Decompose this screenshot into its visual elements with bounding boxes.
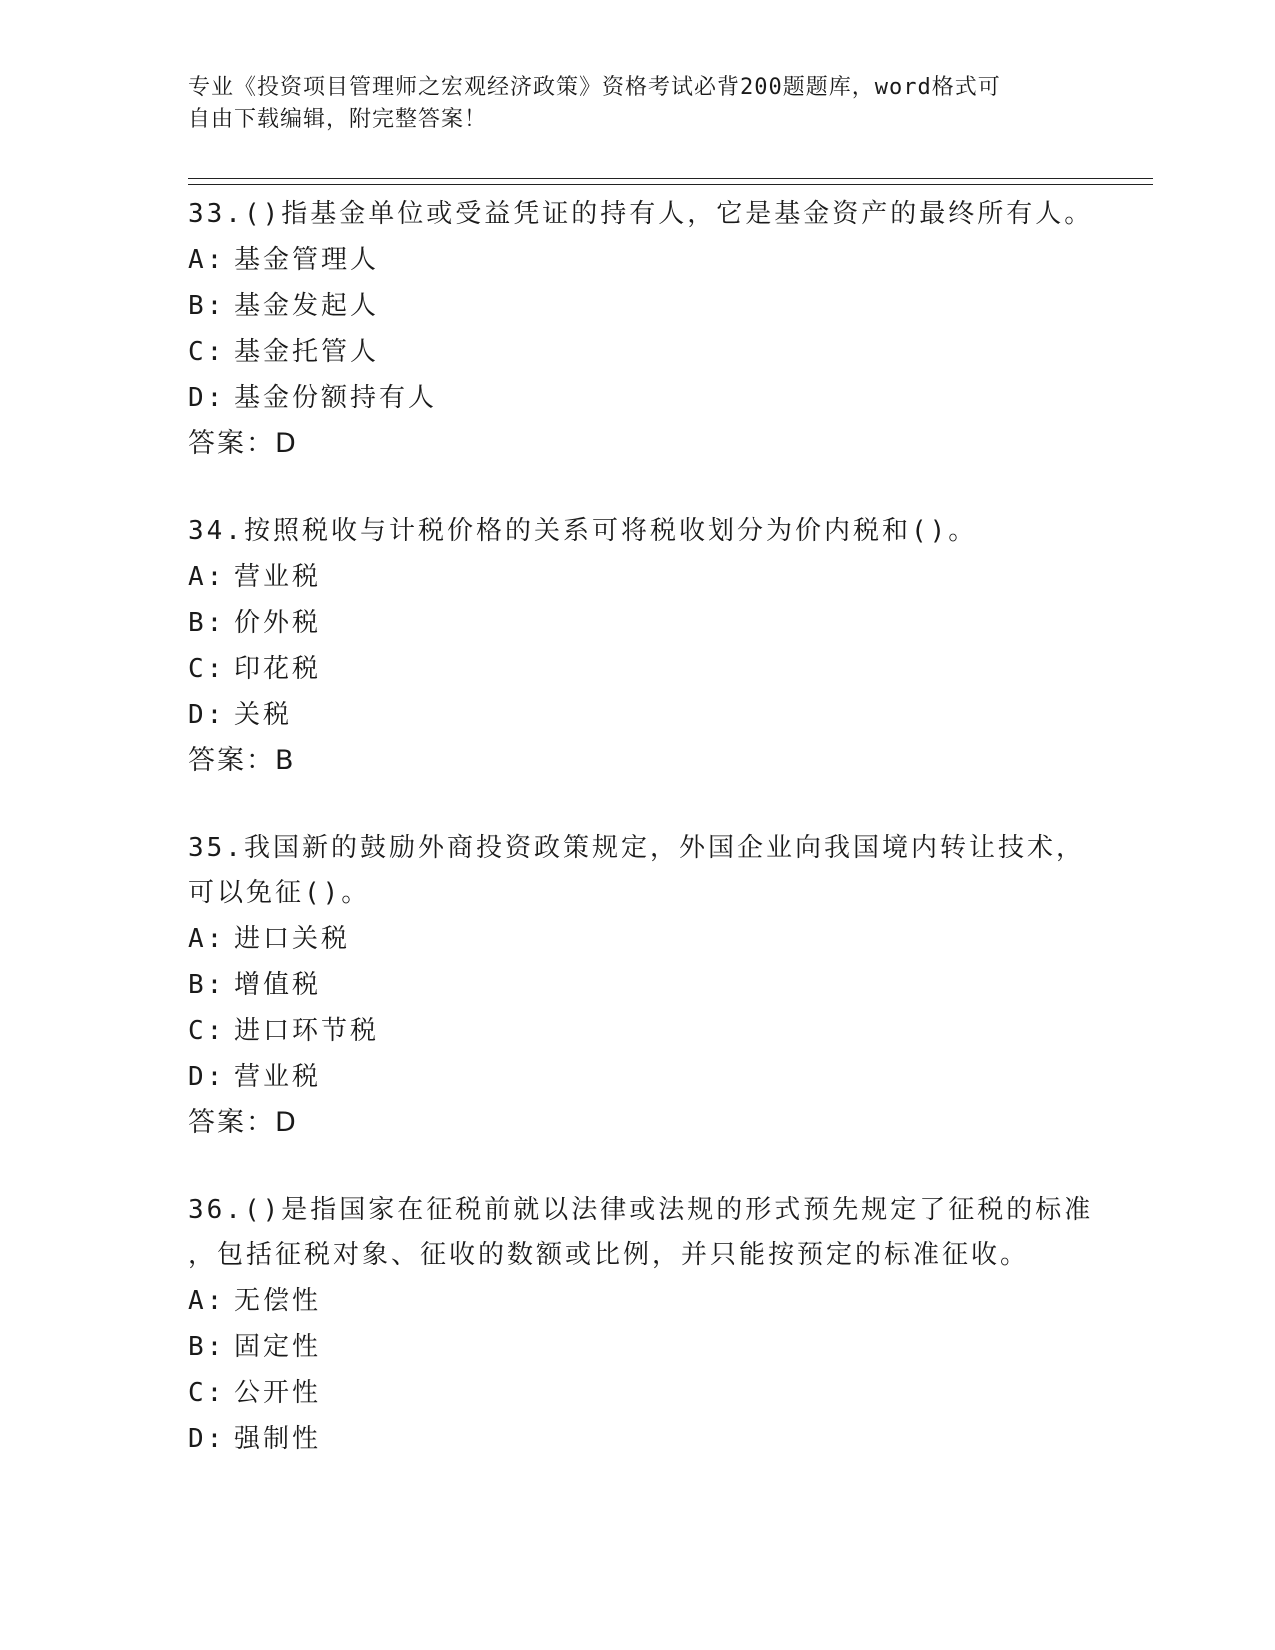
option-text: 基金发起人 bbox=[234, 291, 380, 321]
option-key: D: bbox=[188, 383, 226, 413]
answer-option bbox=[188, 1324, 1088, 1370]
option-key: B: bbox=[188, 291, 226, 321]
answer-option bbox=[188, 329, 1088, 375]
option-key: B: bbox=[188, 608, 226, 638]
answer-option bbox=[188, 283, 1088, 329]
option-key: B: bbox=[188, 970, 226, 1000]
answer-option bbox=[188, 962, 1088, 1008]
question-stem-line: ，包括征税对象、征收的数额或比例，并只能按预定的标准征收。 bbox=[188, 1240, 1030, 1270]
answer-line: 答案：D bbox=[188, 1107, 298, 1138]
question-stem-line: 可以免征()。 bbox=[188, 878, 371, 908]
answer-option bbox=[188, 1278, 1088, 1324]
option-text: 强制性 bbox=[234, 1424, 322, 1454]
question-stem-line: 35.我国新的鼓励外商投资政策规定，外国企业向我国境内转让技术， bbox=[188, 833, 1085, 863]
header-line-1: 专业《投资项目管理师之宏观经济政策》资格考试必背200题题库，word格式可 bbox=[188, 75, 1001, 100]
option-text: 基金管理人 bbox=[234, 245, 380, 275]
answer-option bbox=[188, 554, 1088, 600]
header-divider-top bbox=[188, 178, 1153, 179]
answer-option bbox=[188, 646, 1088, 692]
option-key: A: bbox=[188, 924, 226, 954]
answer-option bbox=[188, 1370, 1088, 1416]
option-key: B: bbox=[188, 1332, 226, 1362]
option-key: C: bbox=[188, 1016, 226, 1046]
option-text: 进口环节税 bbox=[234, 1016, 380, 1046]
header-divider-bottom bbox=[188, 184, 1153, 185]
question-stem bbox=[188, 192, 1094, 237]
option-key: A: bbox=[188, 245, 226, 275]
option-key: D: bbox=[188, 1424, 226, 1454]
question-stem-line: 33.()指基金单位或受益凭证的持有人，它是基金资产的最终所有人。 bbox=[188, 199, 1094, 229]
option-text: 营业税 bbox=[234, 1062, 322, 1092]
question-stem bbox=[188, 826, 1088, 916]
option-key: C: bbox=[188, 337, 226, 367]
answer-option bbox=[188, 375, 1088, 421]
option-text: 印花税 bbox=[234, 654, 322, 684]
answer-option bbox=[188, 916, 1088, 962]
header-line-2: 自由下载编辑，附完整答案！ bbox=[188, 107, 488, 132]
question-block bbox=[188, 1188, 1094, 1462]
document-header bbox=[188, 72, 1068, 136]
question-block bbox=[188, 192, 1094, 467]
option-key: C: bbox=[188, 654, 226, 684]
question-spacer bbox=[188, 1146, 1088, 1188]
option-text: 增值税 bbox=[234, 970, 322, 1000]
option-text: 固定性 bbox=[234, 1332, 322, 1362]
option-text: 基金份额持有人 bbox=[234, 383, 438, 413]
question-stem bbox=[188, 1188, 1094, 1278]
option-text: 公开性 bbox=[234, 1378, 322, 1408]
option-text: 无偿性 bbox=[234, 1286, 322, 1316]
question-stem-line: 36.()是指国家在征税前就以法律或法规的形式预先规定了征税的标准 bbox=[188, 1195, 1094, 1225]
question-list bbox=[188, 192, 1094, 1462]
option-key: C: bbox=[188, 1378, 226, 1408]
option-key: A: bbox=[188, 1286, 226, 1316]
answer-option bbox=[188, 600, 1088, 646]
answer-option bbox=[188, 237, 1088, 283]
answer-option bbox=[188, 1416, 1088, 1462]
question-stem bbox=[188, 509, 1088, 554]
question-spacer bbox=[188, 467, 1088, 509]
answer-option bbox=[188, 1054, 1088, 1100]
option-key: D: bbox=[188, 700, 226, 730]
question-block bbox=[188, 509, 1088, 784]
answer-option bbox=[188, 1008, 1088, 1054]
option-text: 基金托管人 bbox=[234, 337, 380, 367]
option-text: 营业税 bbox=[234, 562, 322, 592]
option-text: 价外税 bbox=[234, 608, 322, 638]
answer-line: 答案：B bbox=[188, 745, 296, 776]
option-key: A: bbox=[188, 562, 226, 592]
question-block bbox=[188, 826, 1088, 1146]
question-spacer bbox=[188, 784, 1088, 826]
question-stem-line: 34.按照税收与计税价格的关系可将税收划分为价内税和()。 bbox=[188, 516, 978, 546]
answer-option bbox=[188, 692, 1088, 738]
answer-line: 答案：D bbox=[188, 428, 298, 459]
option-text: 进口关税 bbox=[234, 924, 351, 954]
option-text: 关税 bbox=[234, 700, 293, 730]
option-key: D: bbox=[188, 1062, 226, 1092]
